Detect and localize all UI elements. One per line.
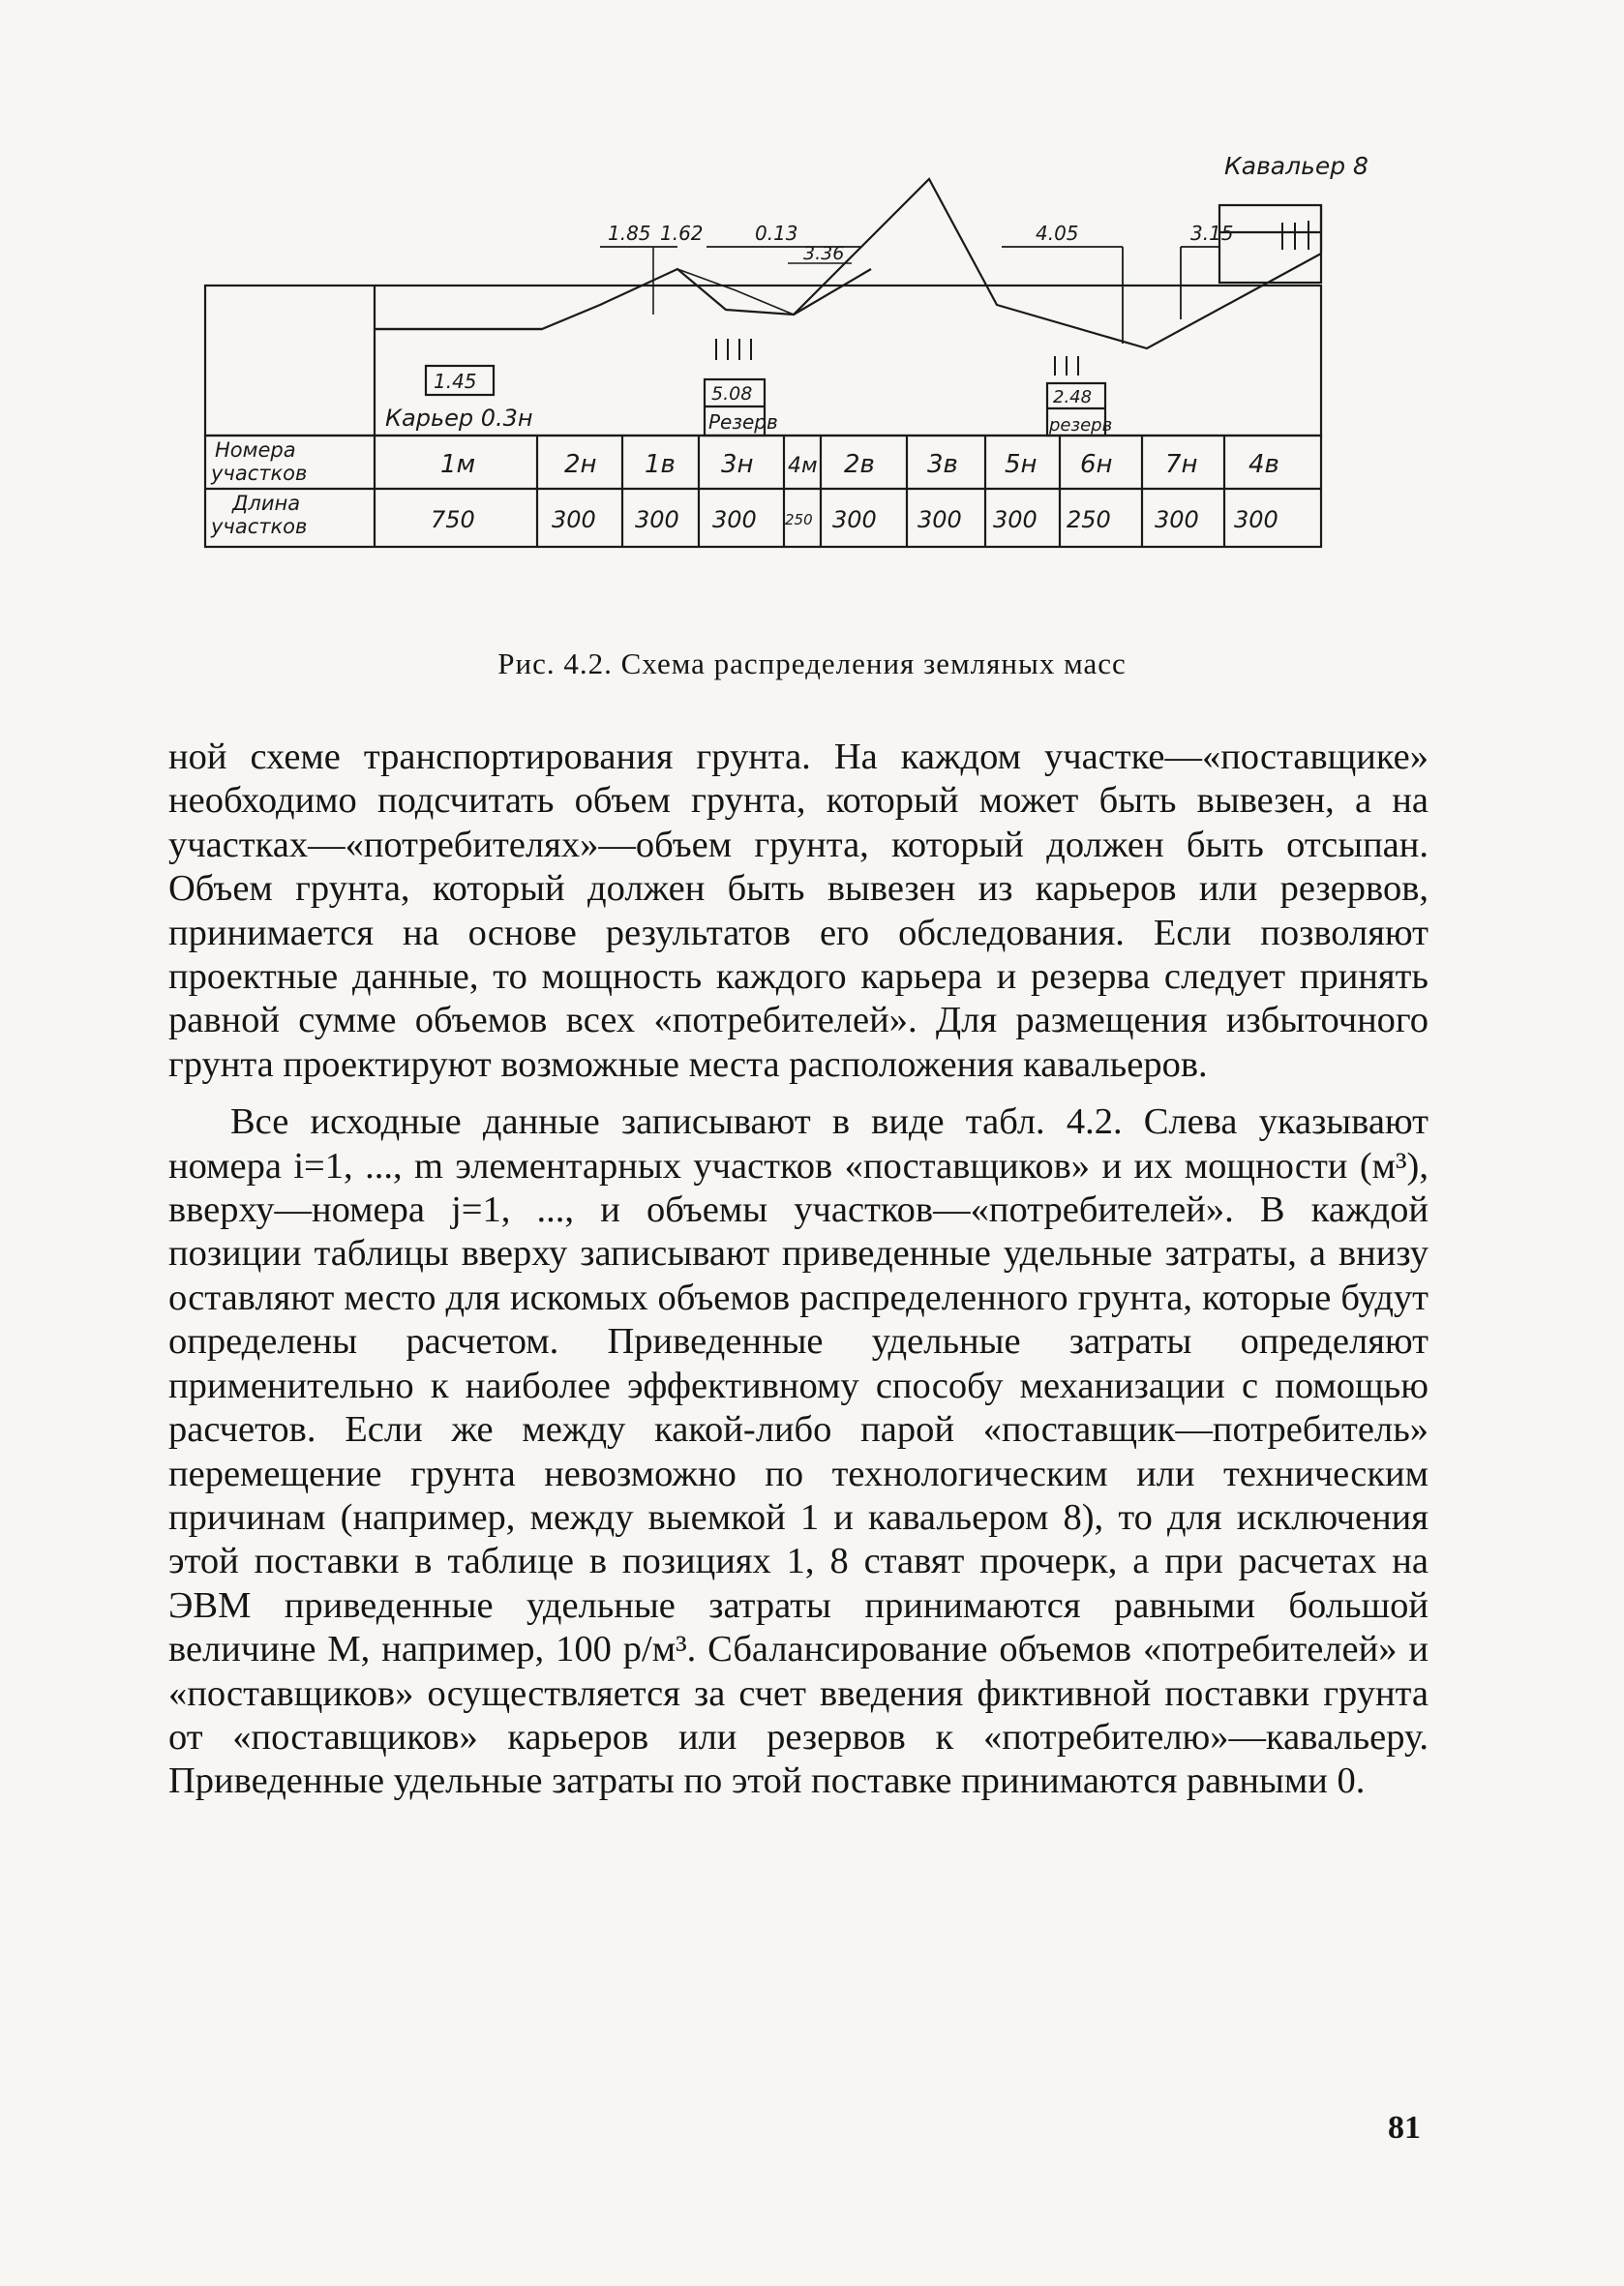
section-length: 300 [635,506,679,533]
value-4-05: 4.05 [1036,222,1079,245]
section-length: 300 [1155,506,1199,533]
section-length: 300 [832,506,877,533]
figure-caption: Рис. 4.2. Схема распределения земляных масс [497,647,1127,680]
section-number: 3н [721,450,754,479]
value-3-15: 3.15 [1190,222,1234,245]
body-text [168,736,1429,1804]
section-number: 3в [927,450,958,479]
value-3-36: 3.36 [803,243,845,264]
value-0-13: 0.13 [755,222,798,245]
row2-header-line2: участков [211,515,308,538]
section-length: 300 [993,506,1038,533]
value-1-62: 1.62 [660,222,704,245]
reserve-1-volume: 5.08 [711,383,753,405]
section-length: 250 [785,511,813,528]
section-number: 4в [1248,450,1279,479]
section-number: 6н [1080,450,1113,479]
section-number: 2н [564,450,597,479]
row1-header-line2: участков [211,462,308,485]
value-1-85: 1.85 [608,222,651,245]
reserve-1-label: Резерв [708,410,778,434]
section-length: 300 [712,506,757,533]
paragraph-1: ной схеме транспортирования грунта. На каждом участке—«поставщике» необходимо подсчитать объем грунта, который может быть вывезен, а на участках—«потребителях»—объем грунта, который должен быть отсыпан. Объем грунта, который должен быть вывезен из карьеров или резервов, принимается на основе результатов его обследования. Если позволяют проектные данные, то мощность каждого карьера и резерва следует принять равной сумме объемов всех «потребителей». Для размещения избыточного грунта проектируют возможные места расположения кавальеров. [168,737,1429,1085]
reserve-2-label: резерв [1049,415,1113,436]
quarry-label: Карьер 0.3н [385,405,533,432]
section-length: 750 [431,506,475,533]
section-length: 250 [1067,506,1111,533]
section-number: 7н [1165,450,1198,479]
page-number: 81 [1388,2110,1421,2146]
section-length: 300 [552,506,596,533]
row1-header-line1: Номера [215,438,296,462]
section-length: 300 [917,506,962,533]
row2-header-line1: Длина [232,492,301,515]
reserve-2-volume: 2.48 [1053,387,1093,407]
cavalier-box [1219,205,1321,283]
section-length: 300 [1234,506,1278,533]
section-number: 1в [645,450,676,479]
section-number: 5н [1005,450,1038,479]
section-number: 2в [844,450,875,479]
cavalier-label: Кавальер 8 [1224,152,1368,180]
paragraph-2: Все исходные данные записывают в виде табл. 4.2. Слева указывают номера i=1, ..., m элементарных участков «поставщиков» и их мощности (м³), вверху—номера j=1, ..., и объемы участков—«потребителей». В каждой позиции таблицы вверху записывают приведенные удельные затраты, а внизу оставляют место для искомых объемов распределенного грунта, которые будут определены расчетом. Приведенные удельные затраты определяют применительно к наиболее эффективному способу механизации с помощью расчетов. Если же между какой-либо парой «поставщик—потребитель» перемещение грунта невозможно по технологическим или техническим причинам (например, между выемкой 1 и кавальером 8), то для исключения этой поставки в таблице в позициях 1, 8 ставят прочерк, а при расчетах на ЭВМ приведенные удельные затраты принимаются равными большой величине M, например, 100 р/м³. Сбалансирование объемов «потребителей» и «поставщиков» осуществляется за счет введения фиктивной поставки грунта от «поставщиков» карьеров или резервов к «потребителю»—кавальеру. Приведенные удельные затраты по этой поставке принимаются равными 0. [168,1101,1429,1802]
section-number: 4м [788,454,818,478]
quarry-volume: 1.45 [434,370,477,393]
earth-mass-distribution-figure [194,145,1394,571]
section-number: 1м [440,450,476,479]
